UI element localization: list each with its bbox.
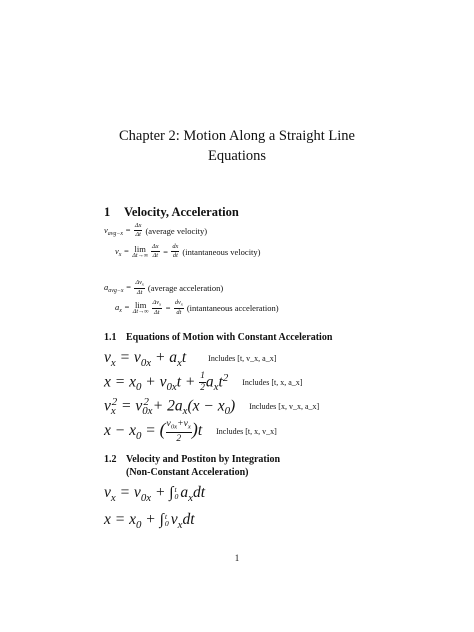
page-title [0,126,474,166]
equation-average-acceleration: $a_{avg-x}$ = $\frac{\Delta v_x}{\Delta t}$ (average acceleration) [104,279,224,297]
equation-note: (intantaneous acceleration) [186,303,279,314]
equation-average-velocity-position: $x - x_0$ = ( $\frac{v_{0x}+v_x}{2}$ )t Includes [t, x, v_x] [104,418,277,445]
subsection-number: 1.1 [104,332,117,343]
subsection-heading-integration [104,453,280,479]
equation-note: (average acceleration) [147,283,224,294]
subsection-title-line-2: (Non-Constant Acceleration) [126,467,249,478]
equation-velocity-integral: $v_x = v_{0x}$ + ∫ t 0 $a_xdt$ [104,484,206,504]
section-number: 1 [104,205,111,219]
equation-position-integral: $x = x_0$ + ∫ t 0 $v_xdt$ [104,511,195,531]
page-number: 1 [234,553,240,563]
equation-velocity-squared: $v_x^2 = v_{0x}^2 + 2a_x(x - x_0)$ Includes [x, v_x, a_x] [104,396,320,418]
equation-includes: Includes [t, x, a_x] [242,378,303,388]
subsection-heading-constant-acceleration [104,331,332,344]
equation-note: (average velocity) [145,225,208,236]
equation-includes: Includes [x, v_x, a_x] [249,402,320,412]
section-heading-velocity-acceleration [104,205,239,220]
equation-velocity-time: $v_x = v_{0x} + a_xt$ Includes [t, v_x, a_x] [104,349,277,369]
equation-average-velocity: $v_{avg-x}$ = $\frac{\Delta x}{\Delta t}$ (average velocity) [104,222,208,239]
equation-includes: Includes [t, x, v_x] [216,426,277,436]
section-title: Velocity, Acceleration [124,205,239,219]
title-line-1: Chapter 2: Motion Along a Straight Line [118,128,355,144]
equation-includes: Includes [t, v_x, a_x] [208,354,277,364]
subsection-title: Equations of Motion with Constant Acceleration [126,332,333,343]
title-line-2: Equations [208,148,266,164]
subsection-title-line-1: Velocity and Postiton by Integration [126,454,281,465]
equation-instantaneous-acceleration: $a_x$ = lim Δt→∞ $\frac{\Delta v_x}{\Delta t}$ = $\frac{dv_x}{dt}$ (intantaneous acceleration) [115,299,279,317]
equation-note: (intantaneous velocity) [182,246,261,257]
equation-position-time: $x = x_0 + v_{0x}t$ + $\frac{1}{2}$ $a_xt^2$ Includes [t, x, a_x] [104,371,303,394]
equation-instantaneous-velocity: $v_x$ = lim Δt→∞ $\frac{\Delta x}{\Delta t}$ = $\frac{dx}{dt}$ (intantaneous velocity) [115,243,261,260]
subsection-number: 1.2 [104,454,117,465]
